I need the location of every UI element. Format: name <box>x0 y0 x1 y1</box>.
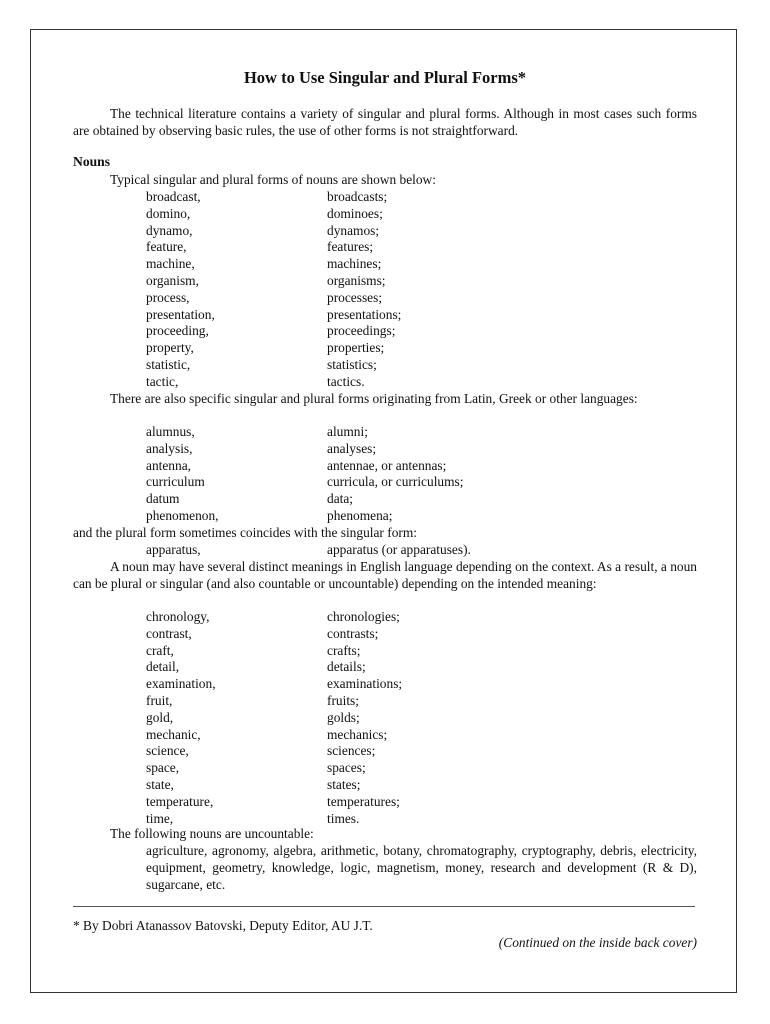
plural-form: contrasts; <box>327 625 379 641</box>
singular-form: antenna, <box>146 457 191 473</box>
plural-form: features; <box>327 239 374 255</box>
singular-form: gold, <box>146 709 174 725</box>
noun-form-row <box>146 474 706 491</box>
specific-intro: There are also specific singular and plural forms originating from Latin, Greek or other languages: <box>110 391 638 406</box>
noun-form-row <box>146 441 706 458</box>
noun-form-row <box>146 777 706 794</box>
plural-form: alumni; <box>327 424 368 439</box>
noun-form-row <box>146 643 706 660</box>
singular-form: broadcast, <box>146 189 201 204</box>
nouns-heading: Nouns <box>73 154 111 169</box>
noun-form-row <box>146 659 706 676</box>
plural-form: chronologies; <box>327 609 400 624</box>
plural-form: presentations; <box>327 306 402 322</box>
noun-form-row <box>146 743 706 760</box>
singular-form: organism, <box>146 272 199 288</box>
meaning-intro: A noun may have several distinct meanings in English language depending on the context. As a result, a noun can be plural or singular (and also countable or uncountable) depending on the intended meaning: <box>73 559 697 591</box>
plural-form: apparatus (or apparatuses). <box>327 542 471 557</box>
plural-form: proceedings; <box>327 323 396 339</box>
plural-form: machines; <box>327 256 382 272</box>
singular-form: temperature, <box>146 793 214 809</box>
noun-form-row <box>146 811 706 828</box>
noun-form-row <box>146 273 706 290</box>
noun-form-row <box>146 508 706 525</box>
noun-form-row <box>146 676 706 693</box>
singular-form: craft, <box>146 642 174 658</box>
singular-form: chronology, <box>146 609 210 624</box>
singular-form: analysis, <box>146 440 193 456</box>
singular-form: datum <box>146 491 180 507</box>
footnote: * By Dobri Atanassov Batovski, Deputy Editor, AU J.T. <box>73 918 373 933</box>
singular-form: dynamo, <box>146 222 193 238</box>
plural-form: data; <box>327 491 354 507</box>
plural-form: curricula, or curriculums; <box>327 474 464 490</box>
noun-form-row <box>146 760 706 777</box>
singular-form: detail, <box>146 659 180 675</box>
singular-form: contrast, <box>146 625 192 641</box>
intro-paragraph: The technical literature contains a variety of singular and plural forms. Although in most cases such forms are obtained by observing basic rules, the use of other forms is not straightforward. <box>73 106 697 138</box>
coincides-forms-list <box>146 542 706 559</box>
plural-form: crafts; <box>327 642 361 658</box>
plural-form: dominoes; <box>327 205 383 221</box>
noun-form-row <box>146 239 706 256</box>
plural-form: temperatures; <box>327 793 400 809</box>
noun-form-row <box>146 609 706 626</box>
singular-form: presentation, <box>146 306 215 322</box>
meaning-forms-list <box>146 609 706 827</box>
plural-form: fruits; <box>327 692 359 708</box>
singular-form: statistic, <box>146 356 191 372</box>
singular-form: machine, <box>146 256 195 272</box>
singular-form: feature, <box>146 239 187 255</box>
singular-form: curriculum <box>146 474 205 490</box>
plural-form: properties; <box>327 340 385 356</box>
plural-form: organisms; <box>327 272 386 288</box>
noun-form-row <box>146 727 706 744</box>
noun-form-row <box>146 491 706 508</box>
singular-form: state, <box>146 776 174 792</box>
noun-form-row <box>146 626 706 643</box>
noun-form-row <box>146 206 706 223</box>
coincides-intro: and the plural form sometimes coincides with the singular form: <box>73 525 417 540</box>
singular-form: alumnus, <box>146 424 195 439</box>
singular-form: mechanic, <box>146 726 201 742</box>
plural-form: statistics; <box>327 356 377 372</box>
plural-form: broadcasts; <box>327 189 388 204</box>
singular-form: space, <box>146 760 180 776</box>
singular-form: property, <box>146 340 194 356</box>
uncountable-intro: The following nouns are uncountable: <box>110 826 314 841</box>
typical-forms-list <box>146 189 706 391</box>
page-title: How to Use Singular and Plural Forms* <box>243 68 527 87</box>
noun-form-row <box>146 290 706 307</box>
singular-form: process, <box>146 289 190 305</box>
singular-form: science, <box>146 743 189 759</box>
footnote-divider <box>73 906 695 907</box>
noun-form-row <box>146 693 706 710</box>
plural-form: dynamos; <box>327 222 380 238</box>
noun-form-row <box>146 189 706 206</box>
noun-form-row <box>146 323 706 340</box>
noun-form-row <box>146 710 706 727</box>
singular-form: phenomenon, <box>146 507 219 523</box>
noun-form-row <box>146 223 706 240</box>
noun-form-row <box>146 340 706 357</box>
singular-form: tactic, <box>146 373 179 389</box>
plural-form: spaces; <box>327 760 366 776</box>
plural-form: times. <box>327 810 360 826</box>
plural-form: tactics. <box>327 373 365 389</box>
plural-form: golds; <box>327 709 360 725</box>
typical-intro: Typical singular and plural forms of nouns are shown below: <box>110 172 436 187</box>
singular-form: time, <box>146 810 174 826</box>
uncountable-list: agriculture, agronomy, algebra, arithmetic, botany, chromatography, cryptography, debris, electricity, equipment, geometry, knowledge, logic, magnetism, money, research and development (R & D), sugarcane, etc. <box>146 843 697 892</box>
noun-form-row <box>146 424 706 441</box>
noun-form-row <box>146 458 706 475</box>
singular-form: apparatus, <box>146 542 201 557</box>
plural-form: phenomena; <box>327 507 393 523</box>
plural-form: details; <box>327 659 366 675</box>
plural-form: examinations; <box>327 676 403 692</box>
noun-form-row <box>146 307 706 324</box>
plural-form: sciences; <box>327 743 376 759</box>
plural-form: antennae, or antennas; <box>327 457 447 473</box>
plural-form: processes; <box>327 289 383 305</box>
noun-form-row <box>146 256 706 273</box>
singular-form: examination, <box>146 676 216 692</box>
singular-form: proceeding, <box>146 323 209 339</box>
continued-note: (Continued on the inside back cover) <box>498 935 697 950</box>
singular-form: fruit, <box>146 692 173 708</box>
plural-form: analyses; <box>327 440 377 456</box>
singular-form: domino, <box>146 205 191 221</box>
noun-form-row <box>146 374 706 391</box>
specific-forms-list <box>146 424 706 525</box>
plural-form: mechanics; <box>327 726 388 742</box>
noun-form-row <box>146 357 706 374</box>
noun-form-row <box>146 794 706 811</box>
noun-form-row <box>146 542 706 559</box>
plural-form: states; <box>327 776 361 792</box>
